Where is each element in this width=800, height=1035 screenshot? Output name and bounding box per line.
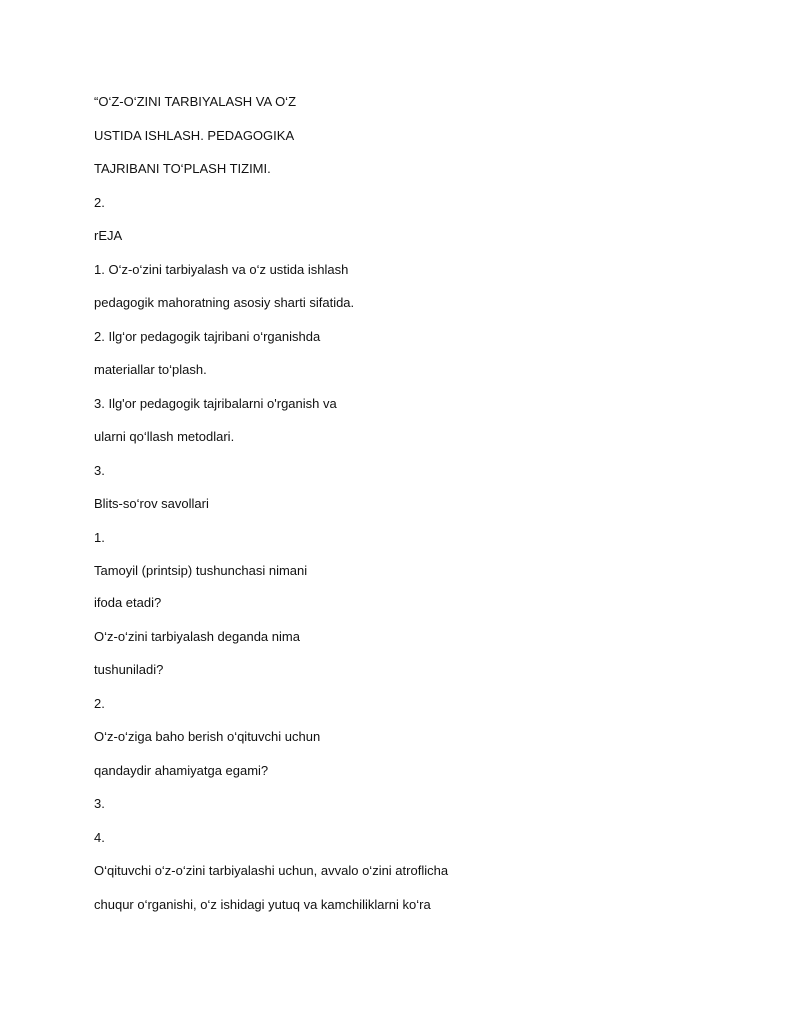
question-text: qandaydir ahamiyatga egami? [94, 763, 269, 778]
question-text: ifoda etadi? [94, 595, 162, 610]
body-paragraph-line-2: chuqur o‘rganishi, o‘z ishidagi yutuq va kamchiliklarni ko‘ra [94, 897, 431, 912]
plan-item-2-line-1: 2. Ilg‘or pedagogik tajribani o‘rganishda [94, 329, 321, 344]
title-line-3: TAJRIBANI TO‘PLASH TIZIMI. [94, 161, 271, 176]
question-number: 2. [94, 696, 105, 711]
plan-item-3-line-1: 3. Ilg'or pedagogik tajribalarni o'rganish va [94, 396, 337, 411]
plan-item-2-line-2: materiallar to‘plash. [94, 362, 207, 377]
title-line-1: “O‘Z-O‘ZINI TARBIYALASH VA O‘Z [94, 94, 297, 109]
questions-heading: Blits-so‘rov savollari [94, 496, 209, 511]
question-number: 1. [94, 530, 105, 545]
question-number: 4. [94, 830, 105, 845]
plan-item-1-line-2: pedagogik mahoratning asosiy sharti sifatida. [94, 295, 355, 310]
section-number: 2. [94, 195, 105, 210]
question-text: O‘z-o‘zini tarbiyalash deganda nima [94, 629, 300, 644]
body-paragraph-line-1: O‘qituvchi o‘z-o‘zini tarbiyalashi uchun, avvalo o‘zini atroflicha [94, 863, 449, 878]
plan-heading: rEJA [94, 228, 123, 243]
plan-item-3-line-2: ularni qo‘llash metodlari. [94, 429, 235, 444]
question-number: 3. [94, 796, 105, 811]
question-text: Tamoyil (printsip) tushunchasi nimani [94, 563, 308, 578]
question-text: tushuniladi? [94, 662, 164, 677]
plan-item-1-line-1: 1. O‘z-o‘zini tarbiyalash va o‘z ustida ishlash [94, 262, 349, 277]
section-number: 3. [94, 463, 105, 478]
title-line-2: USTIDA ISHLASH. PEDAGOGIKA [94, 128, 295, 143]
question-text: O‘z-o‘ziga baho berish o‘qituvchi uchun [94, 729, 321, 744]
